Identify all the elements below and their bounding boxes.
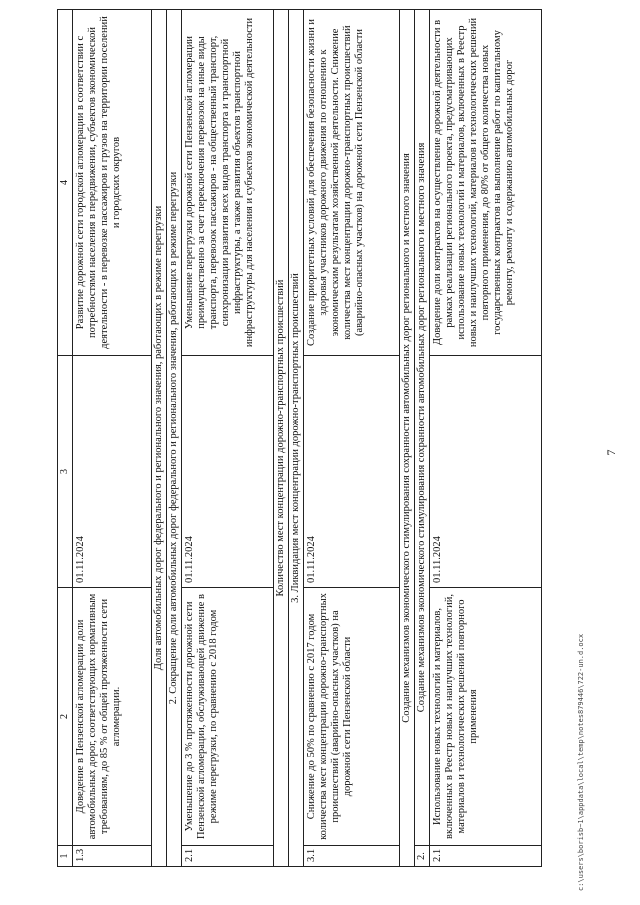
row-number: 3.1 [304, 846, 400, 867]
table-row [304, 10, 400, 867]
result-cell: Доведение доли контрактов на осуществление дорожной деятельности в рамках реализации регионального проекта, предусматривающих использование новых технологий и материалов, включенных в Реестр новых и наилучших технологий, материалов и технологических решений повторного применения, до 80% от общего количества новых государственных контрактов на выполнение работ по капитальному ремонту, ремонту и содержанию автомобильных дорог [430, 10, 542, 356]
date-cell: 01.11.2024 [430, 356, 542, 588]
page-number: 7 [604, 449, 618, 456]
numbered-section-row [415, 10, 430, 867]
date-cell: 01.11.2024 [304, 356, 400, 588]
section-header-row [400, 10, 415, 867]
result-cell: Развитие дорожной сети городской агломерации в соответствии с потребностями населения в передвижении, субъектов экономической деятельности - в перевозке пассажиров и грузов на территории поселений и городских округов [73, 10, 152, 356]
indicator-cell: Уменьшение до 3 % протяженности дорожной сети Пензенской агломерации, обслуживающей движение в режиме перегрузки, по сравнению с 2018 годом [182, 588, 274, 846]
table-row [73, 10, 152, 867]
header-cell: 3 [58, 356, 73, 588]
section-title: 3. Ликвидация мест концентрации дорожно-транспортных происшествий [289, 10, 304, 867]
results-table [57, 9, 542, 867]
result-cell: Уменьшение перегрузки дорожной сети Пензенской агломерации преимущественно за счет переключения перевозок на иные виды транспорта, перевозок пассажиров - на общественный транспорт, синхронизации развития всех видов транспорта и транспортной инфраструктуры, а также развития объектов транспортной инфраструктуры для населения и субъектов экономической деятельности [182, 10, 274, 356]
header-cell: 1 [58, 846, 73, 867]
date-cell: 01.11.2024 [182, 356, 274, 588]
header-cell: 4 [58, 10, 73, 356]
section-title: Создание механизмов экономического стимулирования сохранности автомобильных дорог регионального и местного значения [415, 10, 430, 846]
section-header-row [289, 10, 304, 867]
section-title: Создание механизмов экономического стимулирования сохранности автомобильных дорог регионального и местного значения [400, 10, 415, 867]
row-number: 1.3 [73, 846, 152, 867]
table-header-row [58, 10, 73, 867]
date-cell: 01.11.2024 [73, 356, 152, 588]
section-number: 2. [415, 846, 430, 867]
table-row [182, 10, 274, 867]
indicator-cell: Доведение в Пензенской агломерации доли автомобильных дорог, соответствующих нормативным требованиям, до 85 % от общей протяженности сети агломерации. [73, 588, 152, 846]
row-number: 2.1 [182, 846, 274, 867]
table-row [430, 10, 542, 867]
indicator-cell: Использование новых технологий и материалов, включенных в Реестр новых и наилучших технологий, материалов и технологических решений повторного применения [430, 588, 542, 846]
indicator-cell: Снижение до 50% по сравнению с 2017 годом количества мест концентрации дорожно-транспортных происшествий (аварийно-опасных участков) на дорожной сети Пензенской области [304, 588, 400, 846]
header-cell: 2 [58, 588, 73, 846]
section-title: Количество мест концентрации дорожно-транспортных происшествий [274, 10, 289, 867]
result-cell: Создание приоритетных условий для обеспечения безопасности жизни и здоровья участников дорожного движения по отношению к экономическим результатам хозяйственной деятельности. Снижение количества мест концентрации дорожно-транспортных происшествий (аварийно-опасных участков) на дорожной сети Пензенской области [304, 10, 400, 356]
file-path: c:\users\borisb~1\appdata\local\temp\notes879446\722-un.d.ocx [577, 633, 585, 891]
section-title: 2. Сокращение доли автомобильных дорог федерального и регионального значения, работающих в режиме перегрузки [167, 10, 182, 867]
section-header-row [274, 10, 289, 867]
row-number: 2.1 [430, 846, 542, 867]
section-header-row [152, 10, 167, 867]
section-header-row [167, 10, 182, 867]
section-title: Доля автомобильных дорог федерального и регионального значения, работающих в режиме перегрузки [152, 10, 167, 867]
